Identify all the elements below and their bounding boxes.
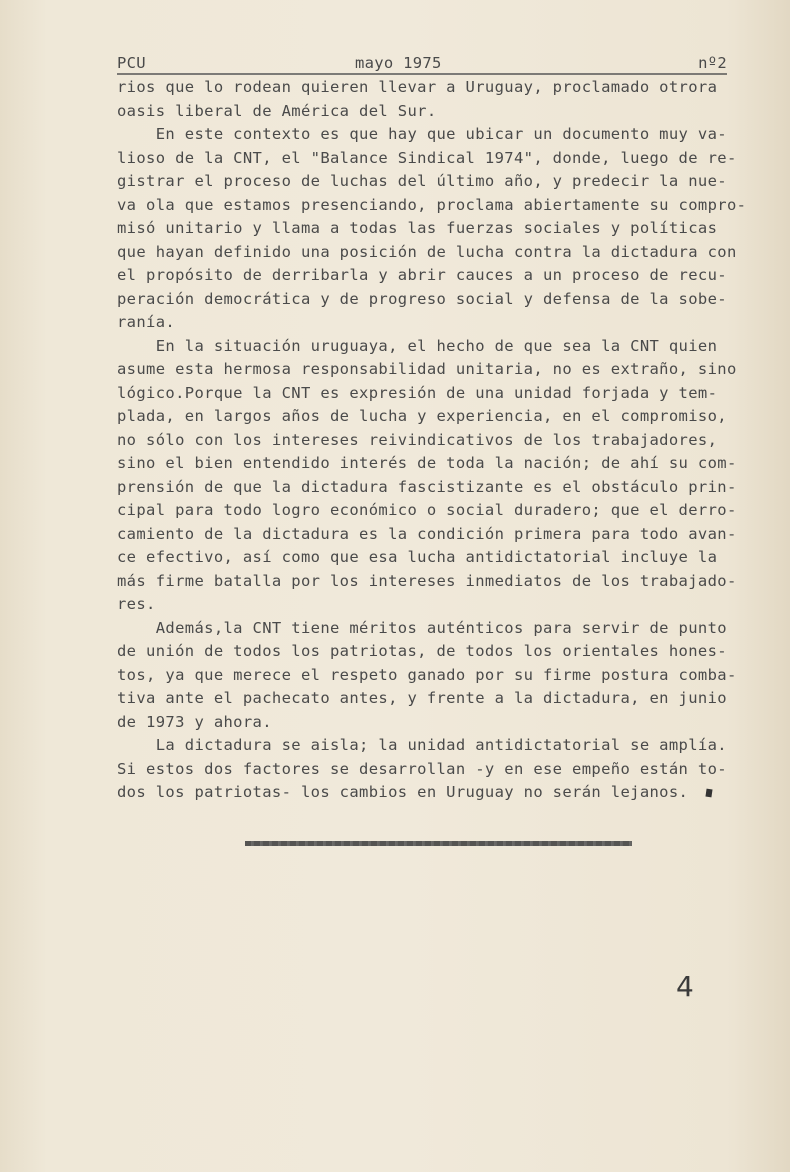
header-issue-number: nº2 [698, 54, 727, 72]
text-line: camiento de la dictadura es la condición primera para todo avan- [117, 524, 737, 543]
closing-rule [245, 841, 632, 846]
paragraph [117, 617, 737, 735]
text-line: de unión de todos los patriotas, de todos los orientales hones- [117, 642, 727, 660]
header-date: mayo 1975 [355, 54, 442, 72]
end-of-article-mark [706, 789, 713, 798]
text-line: peración democrática y de progreso social y defensa de la sobe- [117, 289, 727, 308]
text-line: gistrar el proceso de luchas del último año, y predecir la nue- [117, 172, 727, 190]
text-line: asume esta hermosa responsabilidad unitaria, no es extraño, sino [117, 360, 737, 378]
text-line: res. [117, 595, 156, 613]
text-line: tiva ante el pachecato antes, y frente a la dictadura, en junio [117, 689, 727, 707]
text-line: sino el bien entendido interés de toda la nación; de ahí su com- [117, 454, 737, 472]
text-line: En la situación uruguaya, el hecho de que sea la CNT quien [117, 336, 718, 355]
text-line: que hayan definido una posición de lucha contra la dictadura con [117, 242, 737, 261]
text-line: cipal para todo logro económico o social duradero; que el derro- [117, 501, 737, 519]
text-line: lioso de la CNT, el "Balance Sindical 1974", donde, luego de re- [117, 148, 737, 167]
text-line [117, 781, 737, 805]
text-line: más firme batalla por los intereses inmediatos de los trabajado- [117, 571, 737, 590]
header-rule [117, 73, 727, 75]
text-line: va ola que estamos presenciando, proclama abiertamente su compro- [117, 195, 747, 214]
body-text [117, 76, 747, 805]
header-publication: PCU [117, 54, 146, 72]
paragraph [117, 123, 747, 335]
text-line: La dictadura se aisla; la unidad antidictatorial se amplía. [117, 736, 727, 754]
text-line: no sólo con los intereses reivindicativos de los trabajadores, [117, 430, 718, 449]
paragraph [117, 335, 737, 617]
paragraph [117, 734, 737, 805]
text-line: lógico.Porque la CNT es expresión de una unidad forjada y tem- [117, 383, 718, 402]
text-line: En este contexto es que hay que ubicar un documento muy va- [117, 125, 727, 143]
text-line: Además,la CNT tiene méritos auténticos para servir de punto [117, 618, 727, 637]
text-line: rios que lo rodean quieren llevar a Uruguay, proclamado otrora [117, 78, 718, 96]
text-line: tos, ya que merece el respeto ganado por su firme postura comba- [117, 665, 737, 684]
text-line: prensión de que la dictadura fascistizante es el obstáculo prin- [117, 477, 737, 496]
page-number: 4 [676, 970, 694, 1003]
text-line: de 1973 y ahora. [117, 712, 272, 731]
text-line: el propósito de derribarla y abrir cauces a un proceso de recu- [117, 266, 727, 284]
text-line: ranía. [117, 313, 176, 331]
text-line: plada, en largos años de lucha y experiencia, en el compromiso, [117, 407, 727, 425]
text-line: misó unitario y llama a todas las fuerzas sociales y políticas [117, 219, 718, 237]
text-line-content: dos los patriotas- los cambios en Uruguay no serán lejanos. [117, 783, 689, 801]
paragraph [117, 76, 737, 123]
text-line: Si estos dos factores se desarrollan -y en ese empeño están to- [117, 759, 727, 778]
text-line: ce efectivo, así como que esa lucha antidictatorial incluye la [117, 548, 718, 566]
text-line: oasis liberal de América del Sur. [117, 101, 437, 120]
